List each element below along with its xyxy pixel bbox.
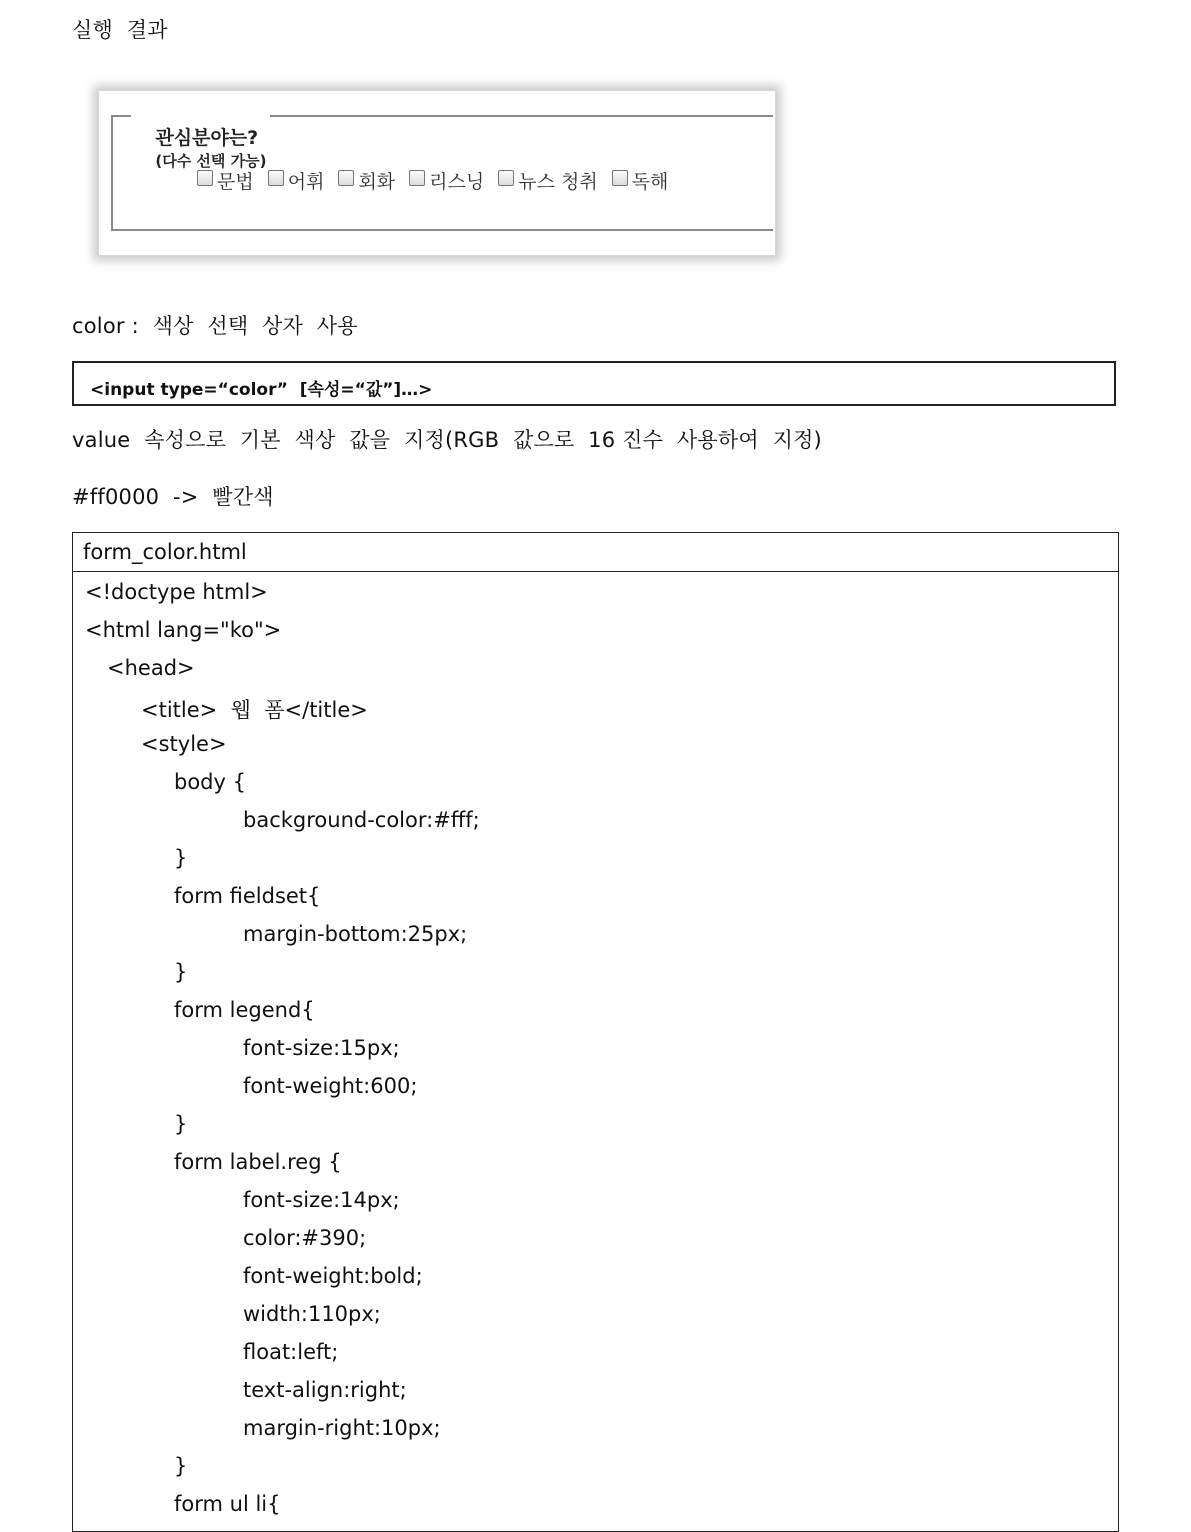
demo-screenshot [98, 90, 776, 256]
code-line: } [174, 1454, 188, 1478]
checkbox[interactable] [498, 170, 514, 186]
code-line: font-weight:600; [243, 1074, 418, 1098]
code-line: <title> 웹 폼</title> [141, 698, 368, 722]
option-label: 독해 [631, 171, 669, 193]
code-line: <head> [107, 656, 195, 680]
code-line: } [174, 846, 188, 870]
code-line: margin-bottom:25px; [243, 922, 468, 946]
code-line: font-size:15px; [243, 1036, 400, 1060]
code-line: form fieldset{ [174, 884, 321, 908]
code-line: <style> [141, 732, 227, 756]
option-grammar[interactable] [197, 167, 254, 194]
code-line: body { [174, 770, 246, 794]
option-vocabulary[interactable] [268, 167, 325, 194]
code-line: font-weight:bold; [243, 1264, 423, 1288]
option-label: 회화 [358, 171, 396, 193]
code-line: width:110px; [243, 1302, 381, 1326]
checkbox[interactable] [612, 170, 628, 186]
code-line: form label.reg { [174, 1150, 342, 1174]
color-example: #ff0000 -> 빨간색 [72, 485, 274, 509]
checkbox[interactable] [197, 170, 213, 186]
checkbox[interactable] [409, 170, 425, 186]
code-line: form legend{ [174, 998, 315, 1022]
color-heading: color : 색상 선택 상자 사용 [72, 314, 358, 338]
legend-main: 관심분야는? [155, 127, 259, 149]
legend-sub: (다수 선택 가능) [155, 152, 267, 170]
option-label: 문법 [217, 171, 254, 193]
option-label: 리스닝 [429, 171, 485, 193]
option-news[interactable] [498, 167, 597, 194]
code-line: background-color:#fff; [243, 808, 480, 832]
syntax-text: <input type=“color” [속성=“값”]…> [90, 380, 433, 400]
code-line: } [174, 1112, 188, 1136]
checkbox[interactable] [268, 170, 284, 186]
section-heading: 실행 결과 [72, 18, 168, 42]
syntax-box [72, 361, 1116, 406]
code-table-header [73, 533, 1118, 572]
code-line: float:left; [243, 1340, 339, 1364]
value-description: value 속성으로 기본 색상 값을 지정(RGB 값으로 16 진수 사용하여 지정) [72, 428, 822, 452]
code-line: <!doctype html> [85, 580, 268, 604]
option-label: 어휘 [287, 171, 325, 193]
interest-options [197, 167, 668, 194]
code-table [72, 532, 1119, 1532]
checkbox[interactable] [338, 170, 354, 186]
code-line: font-size:14px; [243, 1188, 400, 1212]
code-line: <html lang="ko"> [85, 618, 282, 642]
filename: form_color.html [83, 540, 247, 564]
code-line: } [174, 960, 188, 984]
code-line: form ul li{ [174, 1492, 281, 1516]
option-label: 뉴스 청취 [518, 171, 598, 193]
code-line: text-align:right; [243, 1378, 407, 1402]
option-conversation[interactable] [338, 167, 395, 194]
code-line: margin-right:10px; [243, 1416, 441, 1440]
option-reading[interactable] [612, 167, 669, 194]
option-listening[interactable] [409, 167, 484, 194]
code-line: color:#390; [243, 1226, 367, 1250]
